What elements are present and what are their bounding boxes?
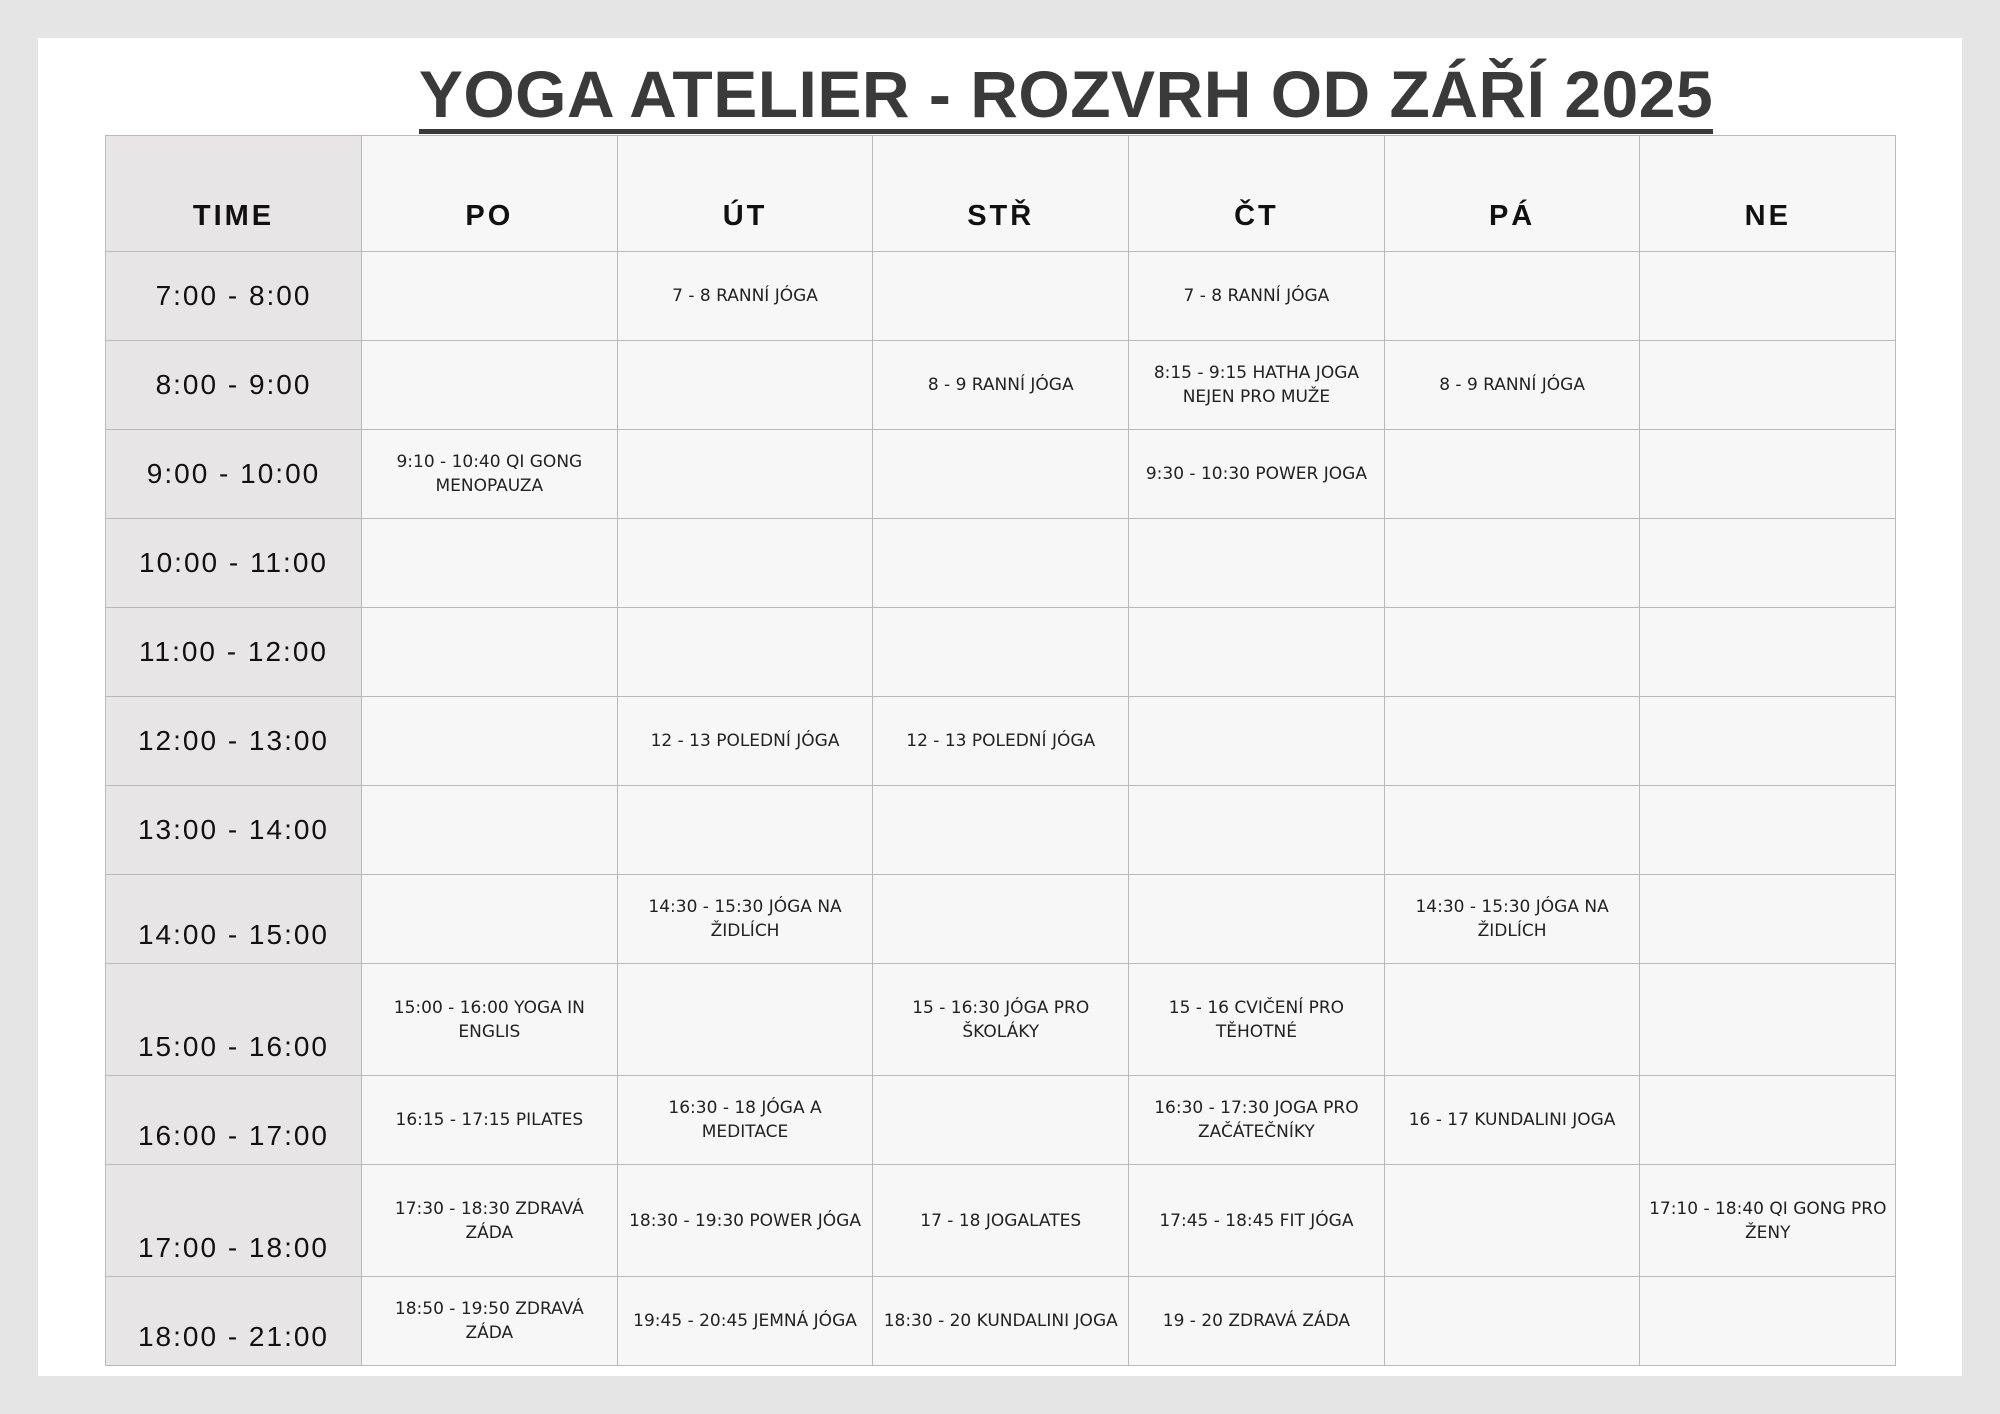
class-cell: 14:30 - 15:30 JÓGA NA ŽIDLÍCH: [617, 875, 873, 964]
table-row: [106, 1165, 1896, 1277]
time-slot: 11:00 - 12:00: [106, 608, 362, 697]
class-cell: 15 - 16 CVIČENÍ PRO TĚHOTNÉ: [1129, 964, 1385, 1076]
class-cell: [617, 608, 873, 697]
table-row: [106, 341, 1896, 430]
class-cell: [1640, 875, 1896, 964]
class-cell: [1640, 697, 1896, 786]
table-row: [106, 786, 1896, 875]
class-cell: [617, 430, 873, 519]
class-cell: [1384, 519, 1640, 608]
class-cell: [1384, 786, 1640, 875]
class-cell: [362, 875, 618, 964]
table-row: [106, 1277, 1896, 1366]
table-row: [106, 964, 1896, 1076]
class-cell: [873, 519, 1129, 608]
class-cell: 18:30 - 20 KUNDALINI JOGA: [873, 1277, 1129, 1366]
class-cell: 8 - 9 RANNÍ JÓGA: [1384, 341, 1640, 430]
class-cell: 14:30 - 15:30 JÓGA NA ŽIDLÍCH: [1384, 875, 1640, 964]
class-cell: 16:30 - 18 JÓGA A MEDITACE: [617, 1076, 873, 1165]
class-cell: [1384, 252, 1640, 341]
column-header-ct: ČT: [1129, 136, 1385, 252]
class-cell: [1384, 608, 1640, 697]
time-slot: 7:00 - 8:00: [106, 252, 362, 341]
class-cell: [873, 875, 1129, 964]
page-title: [0, 52, 2000, 136]
class-cell: 15 - 16:30 JÓGA PRO ŠKOLÁKY: [873, 964, 1129, 1076]
class-cell: [362, 608, 618, 697]
column-header-ut: ÚT: [617, 136, 873, 252]
time-slot: 14:00 - 15:00: [106, 875, 362, 964]
time-slot: 9:00 - 10:00: [106, 430, 362, 519]
class-cell: 16:30 - 17:30 JOGA PRO ZAČÁTEČNÍKY: [1129, 1076, 1385, 1165]
class-cell: 17:45 - 18:45 FIT JÓGA: [1129, 1165, 1385, 1277]
time-slot: 10:00 - 11:00: [106, 519, 362, 608]
class-cell: [1129, 697, 1385, 786]
class-cell: [1129, 519, 1385, 608]
table-row: [106, 1076, 1896, 1165]
class-cell: [873, 608, 1129, 697]
time-slot: 17:00 - 18:00: [106, 1165, 362, 1277]
class-cell: [873, 786, 1129, 875]
class-cell: [1384, 430, 1640, 519]
schedule-table: [105, 135, 1896, 1366]
class-cell: [617, 964, 873, 1076]
class-cell: 19:45 - 20:45 JEMNÁ JÓGA: [617, 1277, 873, 1366]
class-cell: [362, 252, 618, 341]
class-cell: [617, 786, 873, 875]
class-cell: 12 - 13 POLEDNÍ JÓGA: [873, 697, 1129, 786]
column-header-pa: PÁ: [1384, 136, 1640, 252]
class-cell: [617, 519, 873, 608]
class-cell: 8:15 - 9:15 HATHA JOGA NEJEN PRO MUŽE: [1129, 341, 1385, 430]
time-slot: 16:00 - 17:00: [106, 1076, 362, 1165]
class-cell: [873, 1076, 1129, 1165]
class-cell: 17 - 18 JOGALATES: [873, 1165, 1129, 1277]
time-slot: 13:00 - 14:00: [106, 786, 362, 875]
column-header-ne: NE: [1640, 136, 1896, 252]
class-cell: [1640, 964, 1896, 1076]
class-cell: [1640, 252, 1896, 341]
class-cell: 17:10 - 18:40 QI GONG PRO ŽENY: [1640, 1165, 1896, 1277]
class-cell: 16:15 - 17:15 PILATES: [362, 1076, 618, 1165]
class-cell: [1640, 519, 1896, 608]
class-cell: [1640, 1277, 1896, 1366]
class-cell: 12 - 13 POLEDNÍ JÓGA: [617, 697, 873, 786]
class-cell: [1640, 341, 1896, 430]
header-row: [106, 136, 1896, 252]
time-slot: 8:00 - 9:00: [106, 341, 362, 430]
class-cell: [1640, 786, 1896, 875]
class-cell: 8 - 9 RANNÍ JÓGA: [873, 341, 1129, 430]
table-row: [106, 430, 1896, 519]
class-cell: [1640, 608, 1896, 697]
table-row: [106, 519, 1896, 608]
table-row: [106, 697, 1896, 786]
class-cell: 7 - 8 RANNÍ JÓGA: [617, 252, 873, 341]
class-cell: [1129, 608, 1385, 697]
time-slot: 12:00 - 13:00: [106, 697, 362, 786]
class-cell: [873, 252, 1129, 341]
class-cell: 9:10 - 10:40 QI GONG MENOPAUZA: [362, 430, 618, 519]
time-slot: 18:00 - 21:00: [106, 1277, 362, 1366]
table-row: [106, 608, 1896, 697]
class-cell: [1129, 875, 1385, 964]
class-cell: [1384, 1165, 1640, 1277]
class-cell: [1384, 964, 1640, 1076]
class-cell: 9:30 - 10:30 POWER JOGA: [1129, 430, 1385, 519]
class-cell: [1640, 430, 1896, 519]
class-cell: [1129, 786, 1385, 875]
class-cell: 7 - 8 RANNÍ JÓGA: [1129, 252, 1385, 341]
column-header-str: STŘ: [873, 136, 1129, 252]
class-cell: [1384, 1277, 1640, 1366]
class-cell: [1640, 1076, 1896, 1165]
class-cell: [362, 341, 618, 430]
class-cell: [873, 430, 1129, 519]
class-cell: 18:50 - 19:50 ZDRAVÁ ZÁDA: [362, 1277, 618, 1366]
column-header-time: TIME: [106, 136, 362, 252]
class-cell: 15:00 - 16:00 YOGA IN ENGLIS: [362, 964, 618, 1076]
class-cell: 18:30 - 19:30 POWER JÓGA: [617, 1165, 873, 1277]
class-cell: [362, 519, 618, 608]
class-cell: 19 - 20 ZDRAVÁ ZÁDA: [1129, 1277, 1385, 1366]
page-title-text: YOGA ATELIER - ROZVRH OD ZÁŘÍ 2025: [419, 59, 1713, 134]
class-cell: 17:30 - 18:30 ZDRAVÁ ZÁDA: [362, 1165, 618, 1277]
table-row: [106, 875, 1896, 964]
class-cell: 16 - 17 KUNDALINI JOGA: [1384, 1076, 1640, 1165]
class-cell: [362, 697, 618, 786]
class-cell: [362, 786, 618, 875]
class-cell: [617, 341, 873, 430]
time-slot: 15:00 - 16:00: [106, 964, 362, 1076]
table-row: [106, 252, 1896, 341]
column-header-po: PO: [362, 136, 618, 252]
class-cell: [1384, 697, 1640, 786]
